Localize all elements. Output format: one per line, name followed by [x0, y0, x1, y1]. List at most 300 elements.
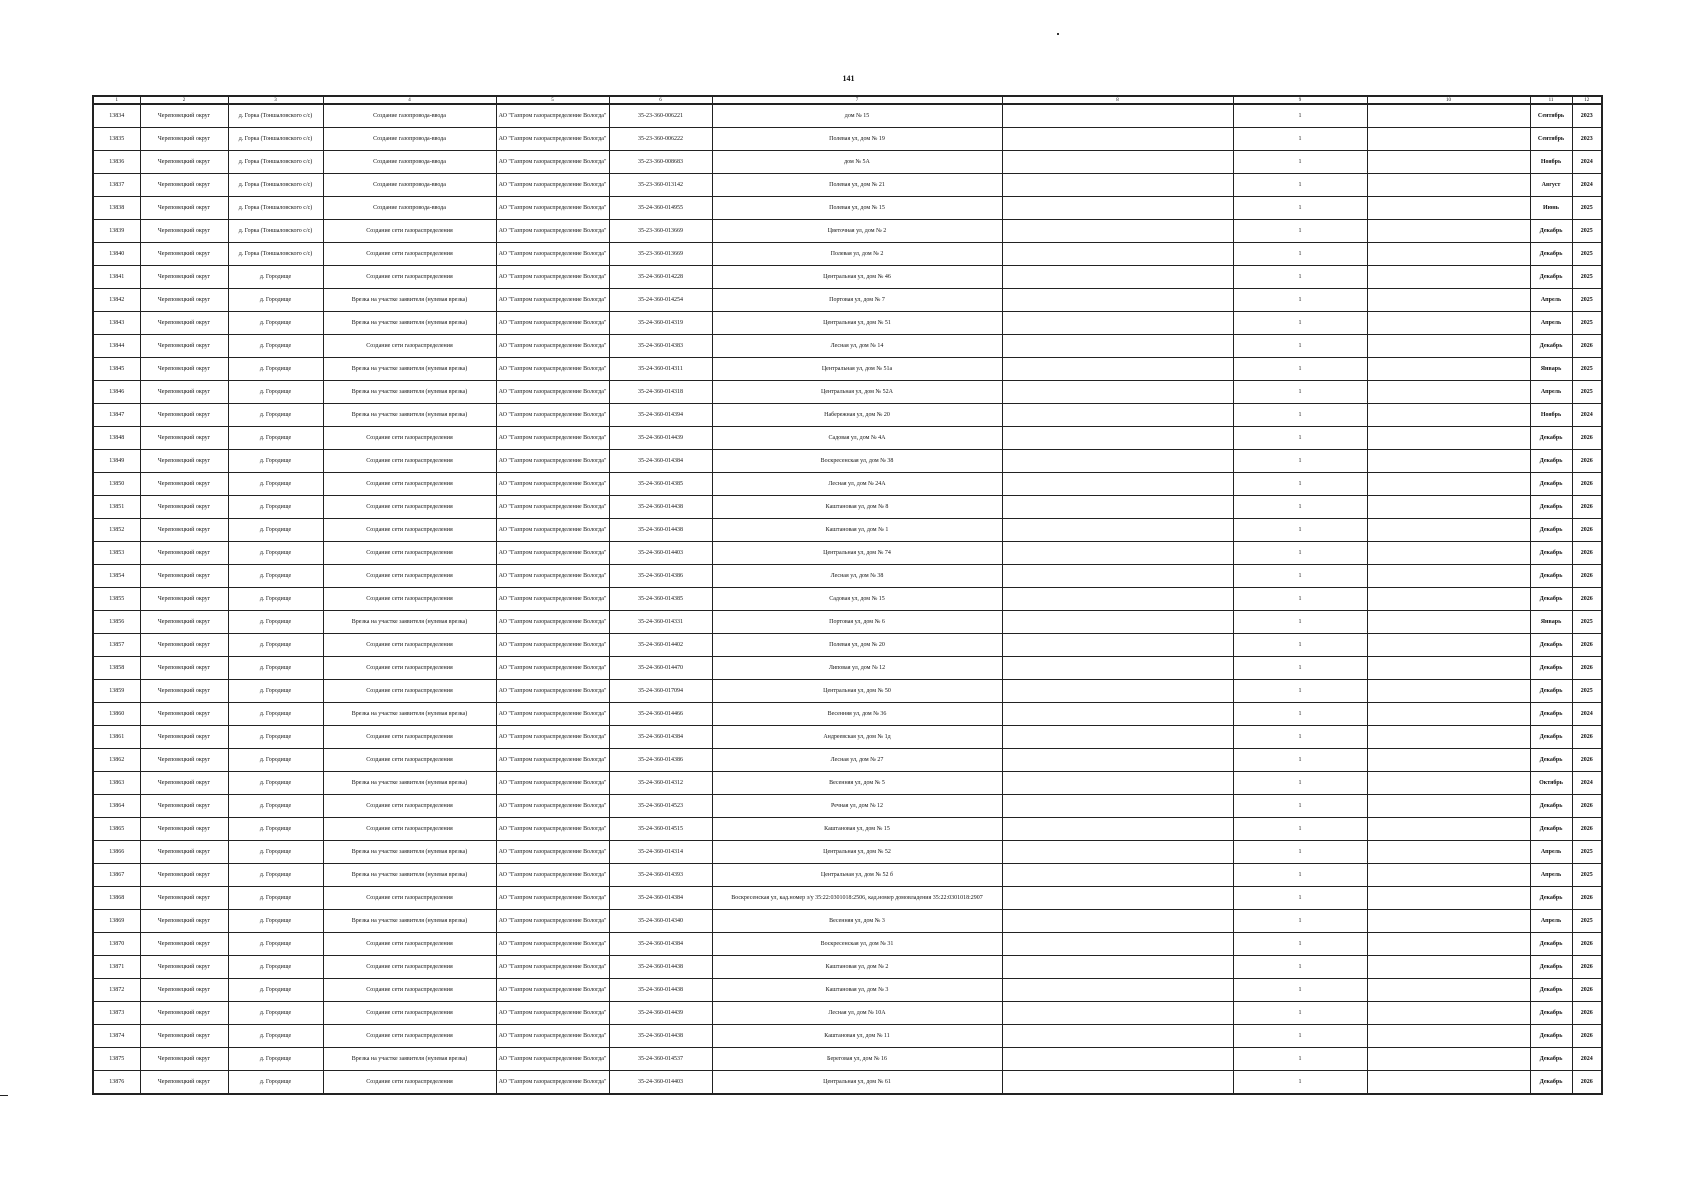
quantity-cell: 1: [1233, 312, 1367, 335]
address-cell: Весенняя ул, дом № 36: [712, 703, 1002, 726]
year-cell: 2026: [1572, 542, 1602, 565]
district-cell: Череповецкий округ: [140, 404, 228, 427]
address-cell: Воскресенская ул, дом № 31: [712, 933, 1002, 956]
locality-cell: д. Городище: [228, 933, 323, 956]
operator-cell: АО "Газпром газораспределение Вологда": [496, 611, 609, 634]
request-number-cell: 35-24-360-014393: [609, 864, 712, 887]
operator-cell: АО "Газпром газораспределение Вологда": [496, 795, 609, 818]
month-cell: Декабрь: [1530, 427, 1572, 450]
operator-cell: АО "Газпром газораспределение Вологда": [496, 358, 609, 381]
table-row: [93, 450, 1602, 473]
locality-cell: д. Городище: [228, 588, 323, 611]
locality-cell: д. Городище: [228, 979, 323, 1002]
operator-cell: АО "Газпром газораспределение Вологда": [496, 1002, 609, 1025]
month-cell: Декабрь: [1530, 1048, 1572, 1071]
request-number-cell: 35-24-360-014384: [609, 450, 712, 473]
locality-cell: д. Городище: [228, 841, 323, 864]
operator-cell: АО "Газпром газораспределение Вологда": [496, 703, 609, 726]
column-8-cell: [1002, 979, 1233, 1002]
request-number-cell: 35-24-360-014385: [609, 473, 712, 496]
district-cell: Череповецкий округ: [140, 266, 228, 289]
work-type-cell: Создание сети газораспределения: [323, 749, 496, 772]
district-cell: Череповецкий округ: [140, 841, 228, 864]
quantity-cell: 1: [1233, 519, 1367, 542]
year-cell: 2025: [1572, 611, 1602, 634]
month-cell: Июнь: [1530, 197, 1572, 220]
row-number-cell: 13876: [93, 1071, 140, 1095]
quantity-cell: 1: [1233, 266, 1367, 289]
operator-cell: АО "Газпром газораспределение Вологда": [496, 933, 609, 956]
row-number-cell: 13849: [93, 450, 140, 473]
locality-cell: д. Городище: [228, 864, 323, 887]
district-cell: Череповецкий округ: [140, 864, 228, 887]
locality-cell: д. Городище: [228, 818, 323, 841]
district-cell: Череповецкий округ: [140, 726, 228, 749]
locality-cell: д. Горка (Тоншаловского с/с): [228, 197, 323, 220]
locality-cell: д. Городище: [228, 312, 323, 335]
work-type-cell: Создание газопровода-ввода: [323, 128, 496, 151]
address-cell: Центральная ул, дом № 52: [712, 841, 1002, 864]
district-cell: Череповецкий округ: [140, 197, 228, 220]
quantity-cell: 1: [1233, 450, 1367, 473]
column-8-cell: [1002, 128, 1233, 151]
table-row: [93, 358, 1602, 381]
work-type-cell: Создание газопровода-ввода: [323, 151, 496, 174]
quantity-cell: 1: [1233, 335, 1367, 358]
month-cell: Сентябрь: [1530, 128, 1572, 151]
request-number-cell: 35-24-360-014312: [609, 772, 712, 795]
quantity-cell: 1: [1233, 680, 1367, 703]
column-10-cell: [1367, 542, 1530, 565]
address-cell: Полевая ул, дом № 19: [712, 128, 1002, 151]
quantity-cell: 1: [1233, 818, 1367, 841]
district-cell: Череповецкий округ: [140, 1002, 228, 1025]
address-cell: Каштановая ул, дом № 3: [712, 979, 1002, 1002]
year-cell: 2026: [1572, 979, 1602, 1002]
work-type-cell: Создание сети газораспределения: [323, 542, 496, 565]
operator-cell: АО "Газпром газораспределение Вологда": [496, 174, 609, 197]
column-8-cell: [1002, 427, 1233, 450]
operator-cell: АО "Газпром газораспределение Вологда": [496, 404, 609, 427]
column-10-cell: [1367, 197, 1530, 220]
request-number-cell: 35-23-360-013142: [609, 174, 712, 197]
operator-cell: АО "Газпром газораспределение Вологда": [496, 818, 609, 841]
row-number-cell: 13869: [93, 910, 140, 933]
row-number-cell: 13843: [93, 312, 140, 335]
row-number-cell: 13851: [93, 496, 140, 519]
column-10-cell: [1367, 1048, 1530, 1071]
district-cell: Череповецкий округ: [140, 956, 228, 979]
year-cell: 2026: [1572, 1025, 1602, 1048]
quantity-cell: 1: [1233, 772, 1367, 795]
operator-cell: АО "Газпром газораспределение Вологда": [496, 243, 609, 266]
month-cell: Декабрь: [1530, 243, 1572, 266]
operator-cell: АО "Газпром газораспределение Вологда": [496, 1048, 609, 1071]
month-cell: Декабрь: [1530, 565, 1572, 588]
address-cell: Портовая ул, дом № 6: [712, 611, 1002, 634]
column-10-cell: [1367, 611, 1530, 634]
month-cell: Апрель: [1530, 312, 1572, 335]
address-cell: Каштановая ул, дом № 15: [712, 818, 1002, 841]
row-number-cell: 13835: [93, 128, 140, 151]
table-row: [93, 128, 1602, 151]
row-number-cell: 13864: [93, 795, 140, 818]
year-cell: 2025: [1572, 910, 1602, 933]
table-row: [93, 588, 1602, 611]
district-cell: Череповецкий округ: [140, 335, 228, 358]
row-number-cell: 13848: [93, 427, 140, 450]
year-cell: 2026: [1572, 565, 1602, 588]
operator-cell: АО "Газпром газораспределение Вологда": [496, 496, 609, 519]
table-row: [93, 496, 1602, 519]
request-number-cell: 35-24-360-014403: [609, 542, 712, 565]
request-number-cell: 35-24-360-014394: [609, 404, 712, 427]
month-cell: Декабрь: [1530, 1071, 1572, 1095]
column-8-cell: [1002, 1002, 1233, 1025]
year-cell: 2026: [1572, 335, 1602, 358]
request-number-cell: 35-24-360-014314: [609, 841, 712, 864]
column-8-cell: [1002, 266, 1233, 289]
year-cell: 2026: [1572, 887, 1602, 910]
locality-cell: д. Городище: [228, 795, 323, 818]
request-number-cell: 35-23-360-006222: [609, 128, 712, 151]
column-10-cell: [1367, 473, 1530, 496]
quantity-cell: 1: [1233, 174, 1367, 197]
table-row: [93, 818, 1602, 841]
address-cell: Полевая ул, дом № 2: [712, 243, 1002, 266]
district-cell: Череповецкий округ: [140, 473, 228, 496]
column-10-cell: [1367, 841, 1530, 864]
column-10-cell: [1367, 1025, 1530, 1048]
work-type-cell: Создание сети газораспределения: [323, 956, 496, 979]
address-cell: Центральная ул, дом № 46: [712, 266, 1002, 289]
locality-cell: д. Городище: [228, 473, 323, 496]
quantity-cell: 1: [1233, 887, 1367, 910]
column-8-cell: [1002, 381, 1233, 404]
address-cell: Портовая ул, дом № 7: [712, 289, 1002, 312]
column-8-cell: [1002, 933, 1233, 956]
address-cell: Каштановая ул, дом № 2: [712, 956, 1002, 979]
column-8-cell: [1002, 818, 1233, 841]
request-number-cell: 35-23-360-013669: [609, 220, 712, 243]
column-10-cell: [1367, 1002, 1530, 1025]
month-cell: Декабрь: [1530, 703, 1572, 726]
quantity-cell: 1: [1233, 611, 1367, 634]
column-10-cell: [1367, 151, 1530, 174]
locality-cell: д. Городище: [228, 404, 323, 427]
quantity-cell: 1: [1233, 1002, 1367, 1025]
row-number-cell: 13840: [93, 243, 140, 266]
table-row: [93, 680, 1602, 703]
column-10-cell: [1367, 703, 1530, 726]
column-number: 4: [323, 96, 496, 104]
column-10-cell: [1367, 887, 1530, 910]
quantity-cell: 1: [1233, 910, 1367, 933]
work-type-cell: Создание сети газораспределения: [323, 1002, 496, 1025]
locality-cell: д. Горка (Тоншаловского с/с): [228, 243, 323, 266]
operator-cell: АО "Газпром газораспределение Вологда": [496, 841, 609, 864]
column-10-cell: [1367, 404, 1530, 427]
locality-cell: д. Городище: [228, 887, 323, 910]
column-10-cell: [1367, 933, 1530, 956]
request-number-cell: 35-24-360-014319: [609, 312, 712, 335]
month-cell: Декабрь: [1530, 588, 1572, 611]
district-cell: Череповецкий округ: [140, 680, 228, 703]
year-cell: 2026: [1572, 496, 1602, 519]
month-cell: Ноябрь: [1530, 404, 1572, 427]
district-cell: Череповецкий округ: [140, 128, 228, 151]
work-type-cell: Создание сети газораспределения: [323, 243, 496, 266]
table-row: [93, 565, 1602, 588]
row-number-cell: 13865: [93, 818, 140, 841]
month-cell: Декабрь: [1530, 473, 1572, 496]
request-number-cell: 35-24-360-014384: [609, 726, 712, 749]
quantity-cell: 1: [1233, 634, 1367, 657]
month-cell: Декабрь: [1530, 496, 1572, 519]
month-cell: Апрель: [1530, 381, 1572, 404]
table-row: [93, 243, 1602, 266]
column-8-cell: [1002, 220, 1233, 243]
table-row: [93, 427, 1602, 450]
column-8-cell: [1002, 450, 1233, 473]
column-number: 6: [609, 96, 712, 104]
request-number-cell: 35-24-360-014254: [609, 289, 712, 312]
row-number-cell: 13852: [93, 519, 140, 542]
column-10-cell: [1367, 427, 1530, 450]
address-cell: Речная ул, дом № 12: [712, 795, 1002, 818]
request-number-cell: 35-24-360-014385: [609, 588, 712, 611]
row-number-cell: 13841: [93, 266, 140, 289]
year-cell: 2026: [1572, 588, 1602, 611]
work-type-cell: Создание сети газораспределения: [323, 450, 496, 473]
year-cell: 2026: [1572, 427, 1602, 450]
locality-cell: д. Городище: [228, 450, 323, 473]
month-cell: Декабрь: [1530, 887, 1572, 910]
operator-cell: АО "Газпром газораспределение Вологда": [496, 887, 609, 910]
quantity-cell: 1: [1233, 956, 1367, 979]
operator-cell: АО "Газпром газораспределение Вологда": [496, 427, 609, 450]
operator-cell: АО "Газпром газораспределение Вологда": [496, 864, 609, 887]
work-type-cell: Создание сети газораспределения: [323, 496, 496, 519]
table-row: [93, 726, 1602, 749]
locality-cell: д. Городище: [228, 542, 323, 565]
table-row: [93, 335, 1602, 358]
request-number-cell: 35-24-360-014523: [609, 795, 712, 818]
work-type-cell: Врезка на участке заявителя (нулевая врезка): [323, 404, 496, 427]
column-8-cell: [1002, 887, 1233, 910]
locality-cell: д. Горка (Тоншаловского с/с): [228, 104, 323, 128]
year-cell: 2024: [1572, 151, 1602, 174]
row-number-cell: 13873: [93, 1002, 140, 1025]
column-8-cell: [1002, 197, 1233, 220]
locality-cell: д. Городище: [228, 565, 323, 588]
district-cell: Череповецкий округ: [140, 1071, 228, 1095]
work-type-cell: Создание газопровода-ввода: [323, 197, 496, 220]
month-cell: Декабрь: [1530, 266, 1572, 289]
row-number-cell: 13847: [93, 404, 140, 427]
address-cell: Лесная ул, дом № 10А: [712, 1002, 1002, 1025]
month-cell: Декабрь: [1530, 749, 1572, 772]
locality-cell: д. Городище: [228, 427, 323, 450]
column-8-cell: [1002, 749, 1233, 772]
table-row: [93, 542, 1602, 565]
column-10-cell: [1367, 312, 1530, 335]
quantity-cell: 1: [1233, 358, 1367, 381]
row-number-cell: 13872: [93, 979, 140, 1002]
table-row: [93, 772, 1602, 795]
row-number-cell: 13836: [93, 151, 140, 174]
row-number-cell: 13858: [93, 657, 140, 680]
table-row: [93, 312, 1602, 335]
request-number-cell: 35-24-360-014331: [609, 611, 712, 634]
district-cell: Череповецкий округ: [140, 910, 228, 933]
district-cell: Череповецкий округ: [140, 1048, 228, 1071]
year-cell: 2025: [1572, 312, 1602, 335]
row-number-cell: 13859: [93, 680, 140, 703]
district-cell: Череповецкий округ: [140, 933, 228, 956]
table-row: [93, 174, 1602, 197]
district-cell: Череповецкий округ: [140, 381, 228, 404]
district-cell: Череповецкий округ: [140, 174, 228, 197]
work-type-cell: Врезка на участке заявителя (нулевая врезка): [323, 358, 496, 381]
table-row: [93, 956, 1602, 979]
table-row: [93, 657, 1602, 680]
column-8-cell: [1002, 519, 1233, 542]
column-8-cell: [1002, 1048, 1233, 1071]
address-cell: Центральная ул, дом № 50: [712, 680, 1002, 703]
work-type-cell: Создание сети газораспределения: [323, 565, 496, 588]
year-cell: 2025: [1572, 220, 1602, 243]
column-10-cell: [1367, 588, 1530, 611]
column-10-cell: [1367, 266, 1530, 289]
locality-cell: д. Городище: [228, 634, 323, 657]
column-number: 12: [1572, 96, 1602, 104]
column-10-cell: [1367, 680, 1530, 703]
address-cell: Лесная ул, дом № 14: [712, 335, 1002, 358]
year-cell: 2025: [1572, 680, 1602, 703]
work-type-cell: Создание сети газораспределения: [323, 335, 496, 358]
quantity-cell: 1: [1233, 864, 1367, 887]
year-cell: 2026: [1572, 818, 1602, 841]
month-cell: Декабрь: [1530, 657, 1572, 680]
month-cell: Январь: [1530, 611, 1572, 634]
work-type-cell: Создание сети газораспределения: [323, 588, 496, 611]
work-type-cell: Врезка на участке заявителя (нулевая врезка): [323, 289, 496, 312]
district-cell: Череповецкий округ: [140, 634, 228, 657]
quantity-cell: 1: [1233, 151, 1367, 174]
locality-cell: д. Горка (Тоншаловского с/с): [228, 128, 323, 151]
month-cell: Декабрь: [1530, 726, 1572, 749]
quantity-cell: 1: [1233, 243, 1367, 266]
quantity-cell: 1: [1233, 427, 1367, 450]
district-cell: Череповецкий округ: [140, 312, 228, 335]
table-row: [93, 1048, 1602, 1071]
column-number: 1: [93, 96, 140, 104]
operator-cell: АО "Газпром газораспределение Вологда": [496, 1025, 609, 1048]
district-cell: Череповецкий округ: [140, 104, 228, 128]
district-cell: Череповецкий округ: [140, 795, 228, 818]
table-row: [93, 749, 1602, 772]
district-cell: Череповецкий округ: [140, 427, 228, 450]
request-number-cell: 35-23-360-006221: [609, 104, 712, 128]
address-cell: Андреевская ул, дом № 1д: [712, 726, 1002, 749]
year-cell: 2026: [1572, 749, 1602, 772]
column-8-cell: [1002, 1025, 1233, 1048]
quantity-cell: 1: [1233, 496, 1367, 519]
work-type-cell: Создание сети газораспределения: [323, 634, 496, 657]
column-10-cell: [1367, 220, 1530, 243]
operator-cell: АО "Газпром газораспределение Вологда": [496, 151, 609, 174]
scan-speck: [1057, 33, 1059, 35]
month-cell: Декабрь: [1530, 1002, 1572, 1025]
year-cell: 2026: [1572, 726, 1602, 749]
address-cell: Каштановая ул, дом № 8: [712, 496, 1002, 519]
table-row: [93, 1071, 1602, 1095]
table-row: [93, 1002, 1602, 1025]
year-cell: 2026: [1572, 450, 1602, 473]
column-10-cell: [1367, 749, 1530, 772]
column-number: 2: [140, 96, 228, 104]
year-cell: 2025: [1572, 197, 1602, 220]
month-cell: Декабрь: [1530, 795, 1572, 818]
locality-cell: д. Городище: [228, 726, 323, 749]
month-cell: Декабрь: [1530, 335, 1572, 358]
quantity-cell: 1: [1233, 703, 1367, 726]
year-cell: 2026: [1572, 634, 1602, 657]
year-cell: 2026: [1572, 933, 1602, 956]
year-cell: 2026: [1572, 519, 1602, 542]
row-number-cell: 13874: [93, 1025, 140, 1048]
quantity-cell: 1: [1233, 473, 1367, 496]
table-row: [93, 979, 1602, 1002]
column-8-cell: [1002, 404, 1233, 427]
work-type-cell: Создание сети газораспределения: [323, 979, 496, 1002]
work-type-cell: Создание сети газораспределения: [323, 519, 496, 542]
operator-cell: АО "Газпром газораспределение Вологда": [496, 381, 609, 404]
year-cell: 2025: [1572, 841, 1602, 864]
column-10-cell: [1367, 565, 1530, 588]
table-row: [93, 611, 1602, 634]
district-cell: Череповецкий округ: [140, 703, 228, 726]
district-cell: Череповецкий округ: [140, 749, 228, 772]
request-number-cell: 35-24-360-014438: [609, 979, 712, 1002]
table-row: [93, 289, 1602, 312]
row-number-cell: 13846: [93, 381, 140, 404]
year-cell: 2026: [1572, 1071, 1602, 1095]
work-type-cell: Создание сети газораспределения: [323, 795, 496, 818]
column-10-cell: [1367, 772, 1530, 795]
column-number: 8: [1002, 96, 1233, 104]
month-cell: Январь: [1530, 358, 1572, 381]
column-number: 7: [712, 96, 1002, 104]
address-cell: Центральная ул, дом № 52А: [712, 381, 1002, 404]
column-number: 10: [1367, 96, 1530, 104]
operator-cell: АО "Газпром газораспределение Вологда": [496, 726, 609, 749]
column-8-cell: [1002, 588, 1233, 611]
row-number-cell: 13871: [93, 956, 140, 979]
month-cell: Декабрь: [1530, 220, 1572, 243]
column-10-cell: [1367, 657, 1530, 680]
row-number-cell: 13870: [93, 933, 140, 956]
row-number-cell: 13842: [93, 289, 140, 312]
year-cell: 2026: [1572, 657, 1602, 680]
quantity-cell: 1: [1233, 657, 1367, 680]
month-cell: Апрель: [1530, 910, 1572, 933]
table-row: [93, 634, 1602, 657]
column-8-cell: [1002, 289, 1233, 312]
request-number-cell: 35-24-360-014403: [609, 1071, 712, 1095]
request-number-cell: 35-23-360-013669: [609, 243, 712, 266]
